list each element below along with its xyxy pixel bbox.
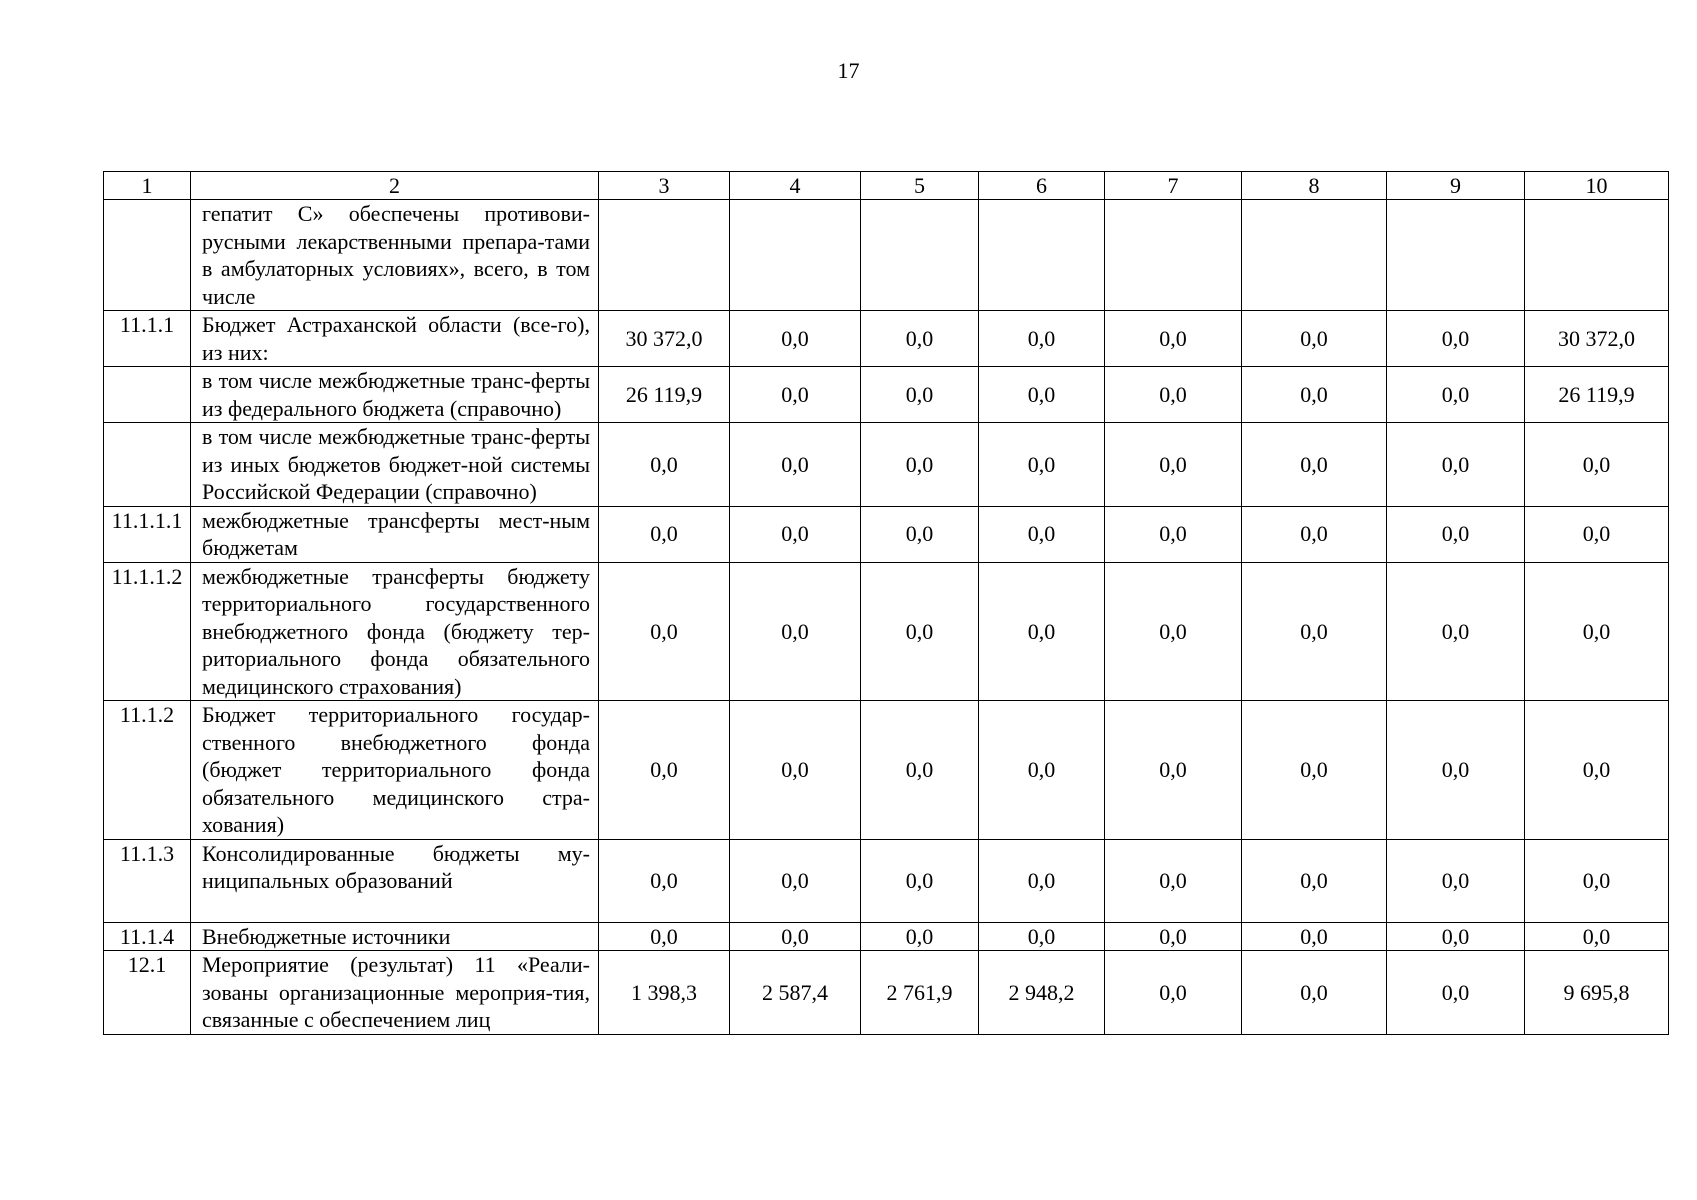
value-cell [861,200,979,311]
value-cell: 2 587,4 [730,951,861,1035]
value-cell: 0,0 [730,922,861,951]
table-row [104,922,1669,951]
table-row [104,951,1669,1035]
value-cell: 0,0 [979,367,1105,423]
value-cell: 0,0 [1105,506,1242,562]
value-cell: 0,0 [1387,562,1525,701]
row-number: 11.1.1.1 [104,506,191,562]
row-number [104,367,191,423]
value-cell: 0,0 [861,423,979,507]
table-header-row [104,172,1669,200]
row-description: межбюджетные трансферты бюджету территориального государственного внебюджетного фонда (бюджету тер-риториального фонда обязательного медицинского страхования) [191,562,599,701]
value-cell: 2 761,9 [861,951,979,1035]
value-cell [979,200,1105,311]
value-cell: 0,0 [1242,839,1387,922]
header-cell: 3 [599,172,730,200]
value-cell: 0,0 [861,701,979,840]
value-cell: 0,0 [1387,922,1525,951]
row-description: Бюджет Астраханской области (все-го), из них: [191,311,599,367]
row-description: Мероприятие (результат) 11 «Реали-зованы организационные мероприя-тия, связанные с обеспечением лиц [191,951,599,1035]
value-cell: 0,0 [1525,562,1669,701]
row-description: Внебюджетные источники [191,922,599,951]
value-cell: 0,0 [1242,311,1387,367]
value-cell [599,200,730,311]
row-number: 11.1.2 [104,701,191,840]
value-cell [1105,200,1242,311]
value-cell: 0,0 [1105,951,1242,1035]
table-row [104,562,1669,701]
value-cell: 0,0 [1525,922,1669,951]
value-cell: 0,0 [1242,701,1387,840]
header-cell: 1 [104,172,191,200]
header-cell: 4 [730,172,861,200]
value-cell: 0,0 [1387,839,1525,922]
header-cell: 7 [1105,172,1242,200]
value-cell: 0,0 [1525,839,1669,922]
row-description: межбюджетные трансферты мест-ным бюджетам [191,506,599,562]
row-description: Бюджет территориального государ-ственного внебюджетного фонда (бюджет территориального фонда обязательного медицинского стра-хования) [191,701,599,840]
value-cell: 0,0 [1242,922,1387,951]
row-number: 11.1.1.2 [104,562,191,701]
value-cell: 0,0 [1105,367,1242,423]
value-cell: 0,0 [1525,423,1669,507]
value-cell: 0,0 [1242,951,1387,1035]
value-cell: 0,0 [979,701,1105,840]
value-cell [730,200,861,311]
value-cell: 1 398,3 [599,951,730,1035]
row-number [104,200,191,311]
value-cell: 0,0 [1242,506,1387,562]
page-number: 17 [837,58,860,83]
value-cell: 26 119,9 [1525,367,1669,423]
value-cell: 0,0 [1105,562,1242,701]
row-number [104,423,191,507]
value-cell: 0,0 [1105,311,1242,367]
value-cell: 9 695,8 [1525,951,1669,1035]
value-cell: 0,0 [599,423,730,507]
value-cell: 2 948,2 [979,951,1105,1035]
value-cell: 0,0 [979,506,1105,562]
table-row [104,701,1669,840]
value-cell: 0,0 [1387,701,1525,840]
value-cell [1525,200,1669,311]
row-number: 11.1.4 [104,922,191,951]
header-cell: 5 [861,172,979,200]
row-number: 11.1.3 [104,839,191,922]
value-cell: 0,0 [979,562,1105,701]
value-cell: 0,0 [1242,367,1387,423]
value-cell: 0,0 [599,922,730,951]
header-cell: 10 [1525,172,1669,200]
value-cell: 0,0 [979,423,1105,507]
header-cell: 6 [979,172,1105,200]
value-cell: 0,0 [1387,311,1525,367]
value-cell: 0,0 [599,701,730,840]
table-row [104,839,1669,922]
row-description: в том числе межбюджетные транс-ферты из федерального бюджета (справочно) [191,367,599,423]
value-cell: 0,0 [599,839,730,922]
value-cell: 0,0 [1387,367,1525,423]
table-row [104,200,1669,311]
row-number: 11.1.1 [104,311,191,367]
value-cell: 0,0 [730,839,861,922]
value-cell: 0,0 [1105,922,1242,951]
value-cell: 0,0 [1105,839,1242,922]
value-cell: 0,0 [861,922,979,951]
table-row [104,423,1669,507]
value-cell: 0,0 [1387,506,1525,562]
value-cell [1387,200,1525,311]
value-cell: 0,0 [861,311,979,367]
value-cell: 0,0 [979,311,1105,367]
value-cell [1242,200,1387,311]
value-cell: 0,0 [1387,423,1525,507]
value-cell: 0,0 [979,922,1105,951]
table-row [104,367,1669,423]
value-cell: 0,0 [1242,423,1387,507]
value-cell: 0,0 [1242,562,1387,701]
value-cell: 0,0 [1105,701,1242,840]
value-cell: 0,0 [1525,506,1669,562]
value-cell: 30 372,0 [1525,311,1669,367]
value-cell: 30 372,0 [599,311,730,367]
value-cell: 0,0 [599,562,730,701]
row-description: Консолидированные бюджеты му-ниципальных образований [191,839,599,922]
budget-table [103,171,1669,1035]
value-cell: 0,0 [730,506,861,562]
row-description: гепатит С» обеспечены противови-русными лекарственными препара-тами в амбулаторных условиях», всего, в том числе [191,200,599,311]
value-cell: 0,0 [1387,951,1525,1035]
row-number: 12.1 [104,951,191,1035]
table-row [104,311,1669,367]
value-cell: 0,0 [730,423,861,507]
value-cell: 0,0 [861,839,979,922]
row-description: в том числе межбюджетные транс-ферты из иных бюджетов бюджет-ной системы Российской Федерации (справочно) [191,423,599,507]
value-cell: 0,0 [730,311,861,367]
value-cell: 0,0 [979,839,1105,922]
value-cell: 0,0 [730,701,861,840]
value-cell: 0,0 [1105,423,1242,507]
value-cell: 0,0 [1525,701,1669,840]
value-cell: 0,0 [730,562,861,701]
value-cell: 0,0 [861,367,979,423]
table-row [104,506,1669,562]
value-cell: 0,0 [861,562,979,701]
value-cell: 0,0 [730,367,861,423]
header-cell: 8 [1242,172,1387,200]
header-cell: 9 [1387,172,1525,200]
value-cell: 0,0 [861,506,979,562]
value-cell: 0,0 [599,506,730,562]
header-cell: 2 [191,172,599,200]
value-cell: 26 119,9 [599,367,730,423]
